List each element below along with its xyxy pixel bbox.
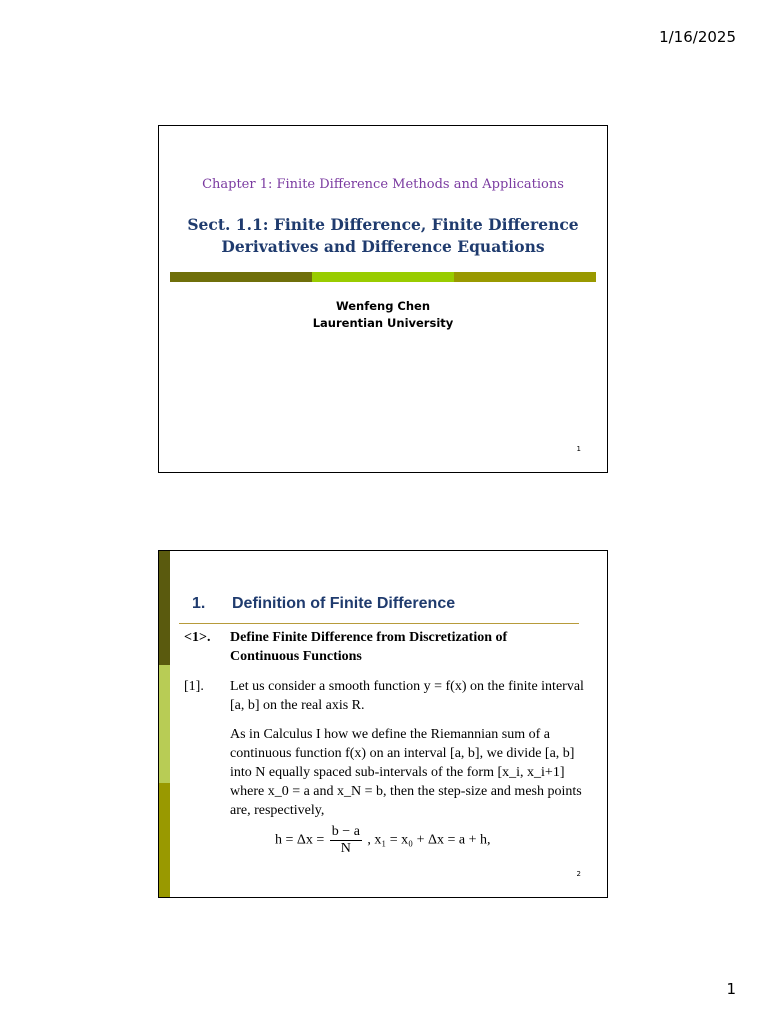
- paragraph-2: As in Calculus I how we define the Riemannian sum of a continuous function f(x) on an interval [a, b], we divide [a, b] into N equally spaced sub-intervals of the form [x_i, x_i+1] where x_0 = a and x_N = b, then the step-size and mesh points are, respectively,: [230, 727, 582, 818]
- heading-rule: [179, 623, 579, 624]
- heading-text: Definition of Finite Difference: [232, 595, 456, 612]
- heading-number: 1.: [192, 595, 206, 612]
- section-title-line2: Derivatives and Difference Equations: [221, 237, 545, 256]
- formula-numerator: b − a: [331, 824, 360, 839]
- stripe-segment-2: [159, 665, 170, 783]
- chapter-title: Chapter 1: Finite Difference Methods and Applications: [202, 177, 564, 192]
- page-date: 1/16/2025: [659, 28, 736, 46]
- formula-rhs: , x₁ = x₀ + Δx = a + h,: [367, 832, 491, 848]
- author-affiliation: Laurentian University: [312, 316, 454, 330]
- item-1-text-line2: Continuous Functions: [230, 649, 362, 664]
- formula-denominator: N: [340, 841, 351, 856]
- stripe-segment-3: [159, 783, 170, 897]
- item-1-label: <1>.: [184, 630, 211, 645]
- slide-heading: [192, 595, 455, 613]
- section-title-line1: Sect. 1.1: Finite Difference, Finite Difference: [187, 215, 579, 234]
- item-1: [184, 628, 589, 666]
- author-name: Wenfeng Chen: [335, 299, 431, 313]
- item-2: [184, 677, 589, 715]
- slide-1: [158, 125, 608, 473]
- slide-2: [158, 550, 608, 898]
- item-1-text-line1: Define Finite Difference from Discretization of: [230, 630, 508, 645]
- paragraph-1: Let us consider a smooth function y = f(x) on the finite interval [a, b] on the real axis R.: [230, 679, 584, 713]
- item-1-text: [230, 628, 589, 666]
- slide-number: 1: [576, 445, 581, 453]
- decorative-bar-3: [454, 272, 596, 282]
- stripe-segment-1: [159, 551, 170, 665]
- page-number: 1: [726, 980, 736, 998]
- decorative-bar-1: [170, 272, 312, 282]
- formula-fraction: [330, 824, 362, 857]
- section-title: [159, 214, 607, 258]
- slide-number: 2: [576, 870, 581, 878]
- formula-lhs: h = Δx =: [275, 832, 325, 848]
- step-size-formula: [275, 824, 490, 857]
- decorative-bar-2: [312, 272, 454, 282]
- author-block: [159, 298, 607, 332]
- item-2-label: [1].: [184, 679, 204, 694]
- side-stripe: [159, 551, 170, 897]
